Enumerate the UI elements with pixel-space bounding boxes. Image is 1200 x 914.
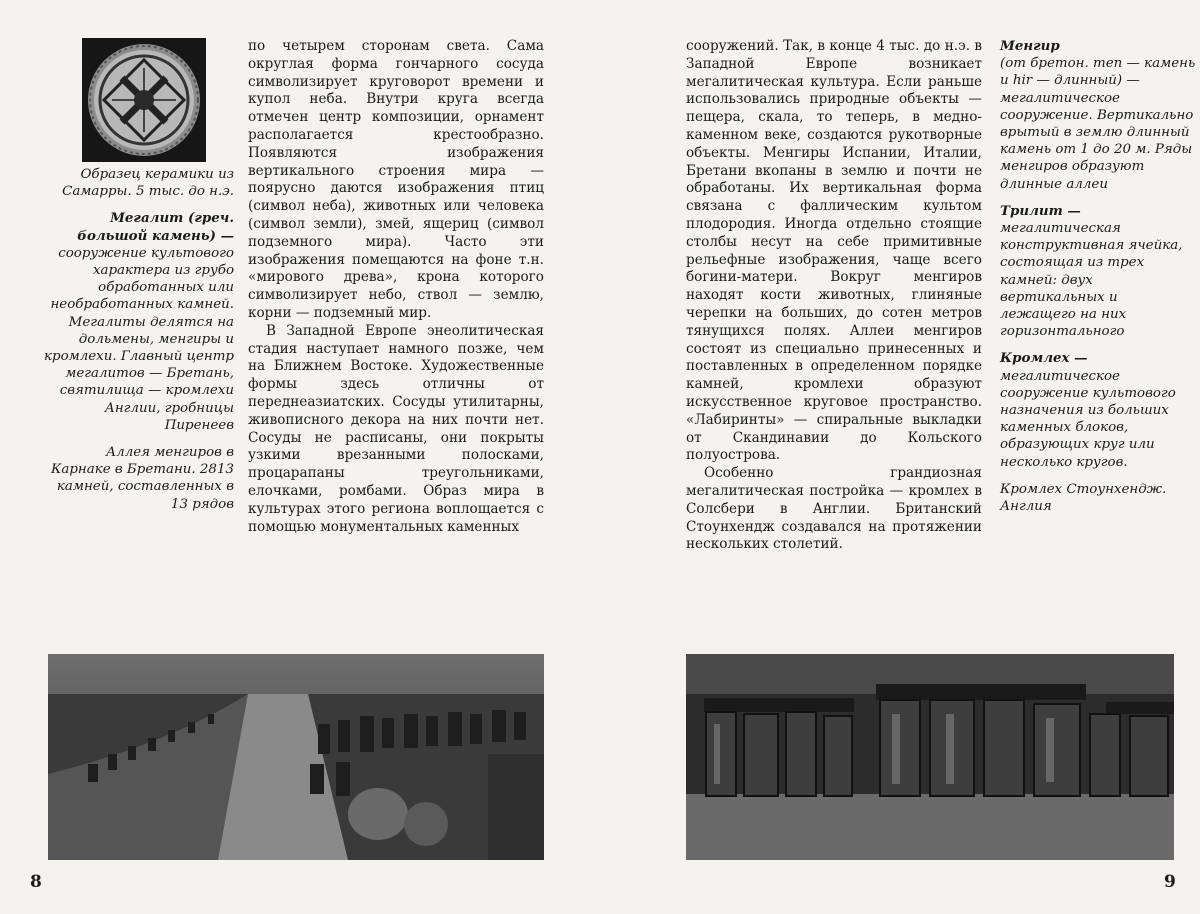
- page-number-left: 8: [30, 872, 42, 892]
- menhir-definition: [1000, 38, 1196, 193]
- trilith-term: Трилит —: [1000, 202, 1081, 219]
- cromlech-definition: [1000, 350, 1196, 470]
- right-body-text: [686, 38, 982, 554]
- megalith-term: Мегалит (греч. большой камень) —: [77, 210, 234, 244]
- menhir-definition-text: (от бретон. men — камень и hir — длинный) — мегалитическое сооружение. Вертикально врытый в землю длинный камень от 1 до 20 м. Ряды менгиров образуют длинные аллеи: [1000, 56, 1196, 192]
- right-margin-captions: [1000, 38, 1196, 525]
- trilith-definition: [1000, 203, 1196, 341]
- ceramic-caption: Образец керамики из Самарры. 5 тыс. до н.э.: [62, 167, 234, 200]
- right-paragraph-2: Особенно грандиозная мегалитическая постройка — кромлех в Солсбери в Англии. Британский Стоунхендж создавался на протяжении нескольких столетий.: [686, 465, 982, 553]
- stonehenge-caption: Кромлех Стоунхендж. Англия: [1000, 481, 1167, 515]
- cromlech-definition-text: мегалитическое сооружение культового назначения из больших каменных блоков, образующих круг или несколько кругов.: [1000, 368, 1176, 470]
- menhir-alley-photo: [48, 654, 544, 860]
- stonehenge-photo: [686, 654, 1174, 860]
- left-body-text: [248, 38, 544, 536]
- left-paragraph-2: В Западной Европе энеолитическая стадия наступает намного позже, чем на Ближнем Востоке. Художественные формы здесь отличны от переднеазиатских. Сосуды утилитарны, живописного декора на них почти нет. Сосуды не расписаны, они покрыты узкими врезанными полосками, процарапаны треугольниками, елочками, ромбами. Образ мира в культурах этого региона воплощается с помощью монументальных каменных: [248, 322, 544, 535]
- cromlech-term: Кромлех —: [1000, 350, 1088, 367]
- ceramic-photo: [82, 38, 206, 162]
- alley-caption: Аллея менгиров в Карнаке в Бретани. 2813 камней, составленных в 13 рядов: [50, 445, 234, 512]
- menhir-term: Менгир: [1000, 38, 1060, 54]
- left-margin-captions: [44, 166, 234, 523]
- right-paragraph-1: сооружений. Так, в конце 4 тыс. до н.э. в Западной Европе возникает мегалитическая культура. Если раньше использовались природные объекты — пещера, скала, то теперь, в медно-каменном веке, создаются рукотворные объекты. Менгиры Испании, Италии, Бретани вкопаны в землю и почти не обработаны. Их вертикальная форма связана с фаллическим культом плодородия. Иногда отдельно стоящие столбы несут на себе примитивные рельефные изображения, чаще всего богини-матери. Вокруг менгиров находят кости животных, глиняные черепки на больших, до сотен метров тянущихся полях. Аллеи менгиров состоят из специально принесенных и поставленных в определенном порядке камней, кромлехи образуют искусственное круговое пространство. «Лабиринты» — спиральные выкладки от Скандинавии до Кольского полуострова.: [686, 38, 982, 464]
- trilith-definition-text: мегалитическая конструктивная ячейка, состоящая из трех камней: двух вертикальных и лежащего на них горизонтального: [1000, 221, 1183, 340]
- left-paragraph-1: по четырем сторонам света. Сама округлая форма гончарного сосуда символизирует круговорот времени и купол неба. Внутри круга всегда отмечен центр композиции, орнамент располагается крестообразно. Появляются изображения вертикального строения мира — поярусно даются изображения птиц (символ неба), животных или человека (символ земли), змей, ящериц (символ подземного мира). Часто эти изображения помещаются на фоне т.н. «мирового древа», крона которого символизирует небо, ствол — землю, корни — подземный мир.: [248, 38, 544, 321]
- megalith-definition: [44, 210, 234, 434]
- megalith-definition-text: сооружение культового характера из грубо обработанных или необработанных камней. Мегалиты делятся на дольмены, менгиры и кромлехи. Главный центр мегалитов — Бретань, святилища — кромлехи Англии, гробницы Пиренеев: [44, 245, 235, 433]
- page-number-right: 9: [1164, 872, 1176, 892]
